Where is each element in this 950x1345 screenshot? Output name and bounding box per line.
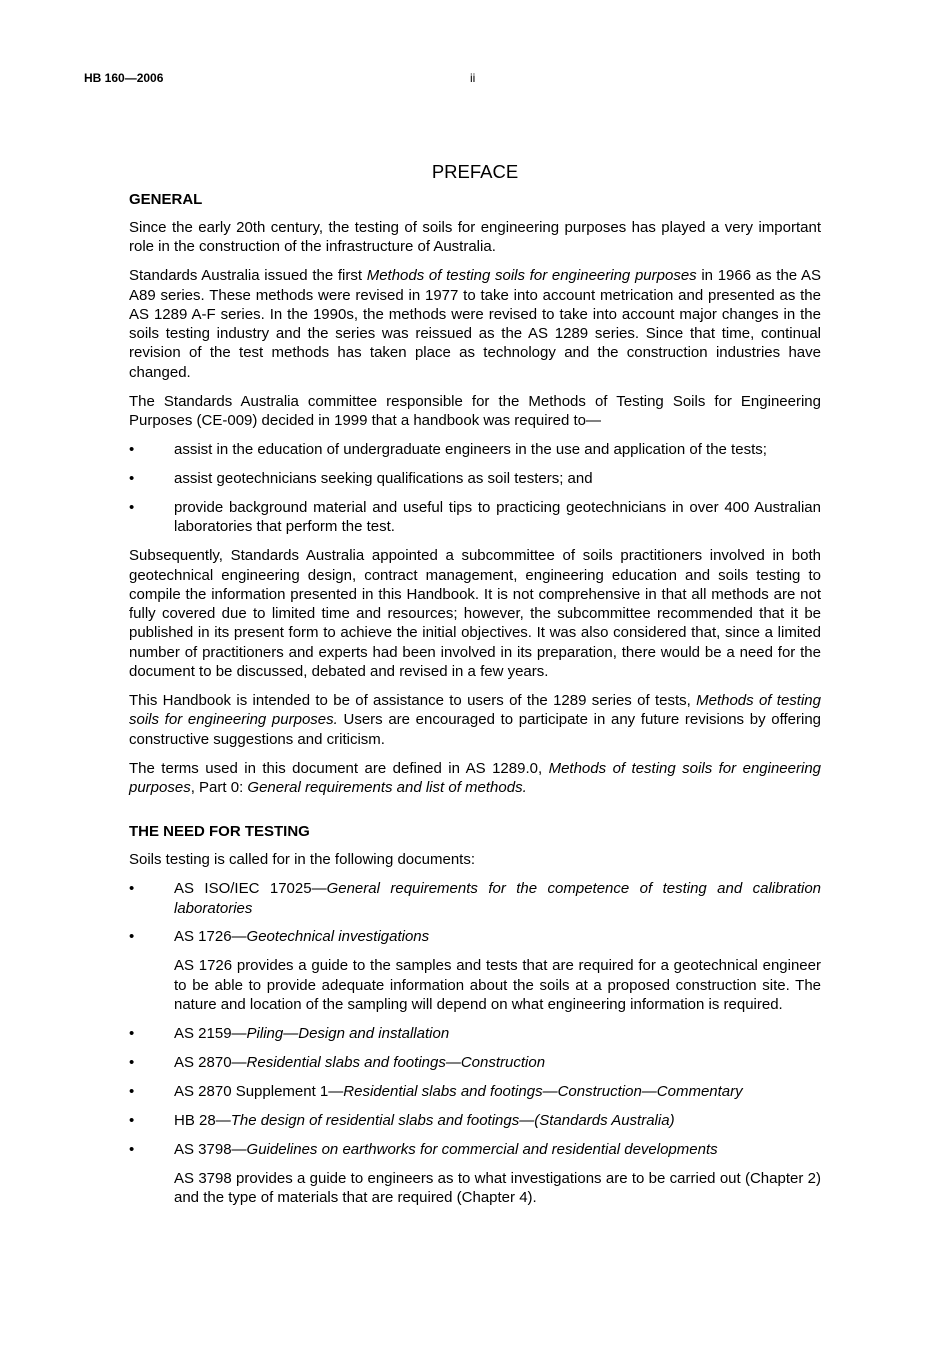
standards-list: [129, 1024, 821, 1159]
list-item-text: provide background material and useful tips to practicing geotechnicians in over 400 Australian laboratories that perform the test.: [174, 499, 821, 536]
text: This Handbook is intended to be of assistance to users of the 1289 series of tests,: [129, 692, 697, 710]
standard-code: AS 2870—: [174, 1054, 247, 1072]
list-item: [129, 1053, 821, 1072]
publication-title: Methods of testing soils for engineering purposes.: [129, 692, 821, 729]
standard-code: HB 28—: [174, 1112, 231, 1129]
page-number: ii: [470, 71, 476, 85]
standard-title: The design of residential slabs and footings—(Standards Australia): [230, 1112, 675, 1129]
bullet-icon: •: [129, 499, 135, 516]
text: Users are encouraged to participate in any future revisions by offering constructive suggestions and criticism.: [129, 711, 821, 748]
standard-title: Residential slabs and footings—Construction: [246, 1054, 546, 1072]
list-item: [129, 440, 821, 459]
list-item: [129, 1140, 821, 1159]
bullet-icon: •: [129, 928, 135, 946]
document-id: HB 160—2006: [84, 71, 164, 85]
publication-title: Methods of testing soils for engineering purposes: [129, 759, 822, 796]
paragraph: [129, 759, 821, 798]
text: , Part 0:: [190, 778, 248, 796]
section-heading-general: GENERAL: [129, 191, 203, 208]
standard-code: AS 2159—: [174, 1025, 247, 1043]
standard-code: AS 3798—: [174, 1140, 247, 1158]
bullet-icon: •: [129, 880, 135, 898]
publication-part-title: General requirements and list of methods.: [247, 778, 527, 796]
bullet-icon: •: [129, 1054, 135, 1072]
list-item: [129, 1111, 821, 1130]
text: Standards Australia issued the first: [129, 267, 367, 285]
standard-code: AS 2870 Supplement 1—: [174, 1083, 344, 1101]
standard-code: AS ISO/IEC 17025—: [174, 880, 327, 898]
list-item: [129, 1024, 821, 1043]
paragraph: Subsequently, Standards Australia appointed a subcommittee of soils practitioners involved in both geotechnical engineering design, contract management, engineering education and soils testing to compile the information presented in this Handbook. It is not comprehensive in that all methods are not fully covered due to limited time and resources; however, the subcommittee recommended that it be published in its present form to achieve the initial objectives. It was also considered that, since a limited number of practitioners and experts had been involved in its preparation, there would be a need for the document to be discussed, debated and revised in a few years.: [129, 547, 821, 681]
paragraph: [129, 691, 821, 749]
list-item-text: assist geotechnicians seeking qualifications as soil testers; and: [174, 470, 593, 488]
text: The terms used in this document are defined in AS 1289.0,: [129, 759, 549, 777]
paragraph: Soils testing is called for in the following documents:: [129, 851, 476, 869]
bullet-icon: •: [129, 1112, 135, 1129]
list-item: [129, 879, 821, 918]
document-body: [129, 160, 821, 1208]
standard-note: AS 3798 provides a guide to engineers as to what investigations are to be carried out (Chapter 2) and the type of materials that are required (Chapter 4).: [174, 1169, 821, 1207]
list-item-text: assist in the education of undergraduate engineers in the use and application of the tests;: [174, 441, 767, 459]
list-item: [129, 1082, 821, 1101]
standard-title: General requirements for the competence of testing and calibration laboratories: [174, 880, 821, 917]
standard-note: AS 1726 provides a guide to the samples and tests that are required for a geotechnical engineer to be able to provide adequate information about the soils at a proposed construction site. The nature and location of the sampling will depend on what engineering information is required.: [174, 957, 821, 1014]
standards-list: [129, 879, 821, 947]
standard-title: Piling—Design and installation: [246, 1025, 450, 1043]
bullet-icon: •: [129, 441, 135, 459]
list-item: [129, 927, 821, 946]
bullet-icon: •: [129, 1025, 135, 1043]
bullet-icon: •: [129, 1140, 135, 1158]
standard-title: Geotechnical investigations: [246, 928, 430, 946]
paragraph: Since the early 20th century, the testing of soils for engineering purposes has played a very important role in the construction of the infrastructure of Australia.: [129, 219, 821, 256]
page-title: PREFACE: [431, 161, 519, 182]
bullet-list: [129, 440, 821, 537]
standard-title: Residential slabs and footings—Construction—Commentary: [343, 1083, 743, 1101]
bullet-icon: •: [129, 470, 135, 488]
paragraph: [129, 266, 821, 382]
section-heading-need-for-testing: THE NEED FOR TESTING: [129, 823, 310, 841]
list-item: [129, 498, 821, 537]
standard-title: Guidelines on earthworks for commercial and residential developments: [246, 1140, 718, 1158]
publication-title: Methods of testing soils for engineering purposes: [366, 267, 697, 285]
standard-code: AS 1726—: [174, 928, 247, 946]
bullet-icon: •: [129, 1083, 135, 1101]
list-item: [129, 469, 821, 488]
paragraph: The Standards Australia committee responsible for the Methods of Testing Soils for Engineering Purposes (CE-009) decided in 1999 that a handbook was required to—: [129, 392, 821, 430]
text: in 1966 as the AS A89 series. These methods were revised in 1977 to take into account metrication and presented as the AS 1289 A-F series. In the 1990s, the methods were revised to take into account major changes in the soils testing industry and the series was reissued as the AS 1289 series. Since that time, continual revision of the test methods has taken place as technology and the construction industries have changed.: [129, 267, 821, 381]
